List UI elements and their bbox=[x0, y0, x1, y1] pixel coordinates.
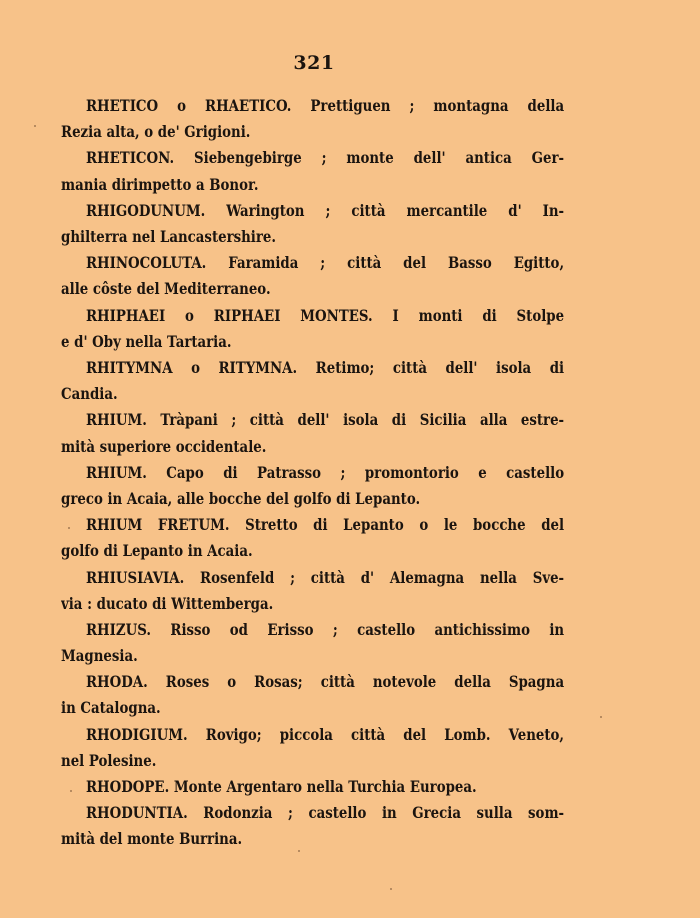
entry-rhoduntia bbox=[61, 800, 564, 852]
entry-line: RHODA. Roses o Rosas; città notevole della Spagna bbox=[85, 672, 565, 692]
entry-line: RHIUM. Capo di Patrasso ; promontorio e castello bbox=[85, 462, 565, 482]
entry-rhium-patrasso bbox=[61, 460, 564, 512]
entry-line: RHIUM. Tràpani ; città dell' isola di Sicilia alla estre- bbox=[85, 410, 565, 430]
entry-line: greco in Acaia, alle bocche del golfo di Lepanto. bbox=[61, 488, 421, 508]
entry-line: Candia. bbox=[61, 384, 118, 404]
entry-rhoda bbox=[61, 669, 564, 721]
speck-decoration bbox=[68, 527, 70, 529]
entry-rhium-fretum bbox=[61, 512, 564, 564]
entry-line: RHIGODUNUM. Warington ; città mercantile d' In- bbox=[85, 200, 565, 220]
speck-decoration bbox=[600, 716, 602, 718]
entry-line: RHETICON. Siebengebirge ; monte dell' antica Ger- bbox=[85, 148, 565, 168]
entry-line: mità del monte Burrina. bbox=[61, 829, 243, 849]
entry-line: mania dirimpetto a Bonor. bbox=[61, 174, 259, 194]
entry-rhodope bbox=[61, 774, 564, 800]
entry-line: RHITYMNA o RITYMNA. Retimo; città dell' isola di bbox=[85, 357, 565, 377]
entry-line: alle côste del Mediterraneo. bbox=[61, 279, 271, 299]
entry-rhinocoluta bbox=[61, 250, 564, 302]
page-number: 321 bbox=[293, 52, 335, 74]
entry-line: RHIPHAEI o RIPHAEI MONTES. I monti di Stolpe bbox=[85, 305, 565, 325]
entry-line: RHINOCOLUTA. Faramida ; città del Basso Egitto, bbox=[85, 253, 565, 273]
entry-line: mità superiore occidentale. bbox=[61, 436, 267, 456]
entry-line: RHIZUS. Risso od Erisso ; castello antichissimo in bbox=[85, 619, 565, 639]
entry-line: golfo di Lepanto in Acaia. bbox=[61, 541, 253, 561]
speck-decoration bbox=[34, 125, 36, 127]
speck-decoration bbox=[70, 790, 72, 792]
entry-line: ghilterra nel Lancastershire. bbox=[61, 226, 277, 246]
speck-decoration bbox=[390, 888, 392, 890]
entry-line: in Catalogna. bbox=[61, 698, 161, 718]
entry-rhium-sicilia bbox=[61, 407, 564, 459]
entry-rheticon bbox=[61, 145, 564, 197]
entry-line: Rezia alta, o de' Grigioni. bbox=[61, 122, 251, 142]
entry-line: RHODOPE. Monte Argentaro nella Turchia Europea. bbox=[85, 777, 477, 797]
entry-rhiphaei bbox=[61, 303, 564, 355]
entry-line: via : ducato di Wittemberga. bbox=[61, 593, 274, 613]
entry-line: Magnesia. bbox=[61, 646, 138, 666]
entry-line: nel Polesine. bbox=[61, 750, 157, 770]
entry-rhizus bbox=[61, 617, 564, 669]
entry-rhigodunum bbox=[61, 198, 564, 250]
entry-line: RHIUSIAVIA. Rosenfeld ; città d' Alemagna nella Sve- bbox=[85, 567, 565, 587]
dictionary-entries bbox=[61, 93, 564, 853]
entry-line: RHODIGIUM. Rovigo; piccola città del Lomb. Veneto, bbox=[85, 724, 565, 744]
entry-rhitymna bbox=[61, 355, 564, 407]
entry-rhodigium bbox=[61, 722, 564, 774]
entry-line: e d' Oby nella Tartaria. bbox=[61, 331, 232, 351]
entry-line: RHETICO o RHAETICO. Prettiguen ; montagna della bbox=[85, 96, 565, 115]
entry-line: RHIUM FRETUM. Stretto di Lepanto o le bocche del bbox=[85, 515, 565, 535]
entry-line: RHODUNTIA. Rodonzia ; castello in Grecia sulla som- bbox=[85, 803, 565, 823]
speck-decoration bbox=[298, 850, 300, 852]
entry-rhiusiavia bbox=[61, 565, 564, 617]
entry-rhetico bbox=[61, 93, 564, 145]
